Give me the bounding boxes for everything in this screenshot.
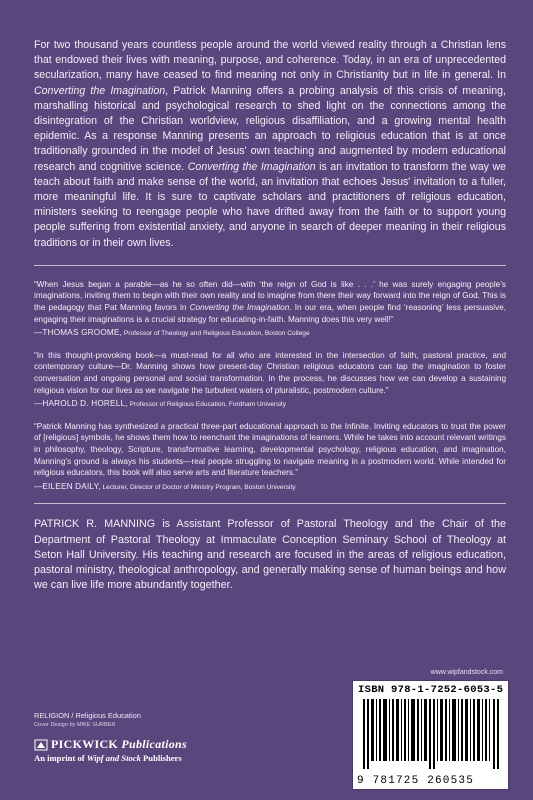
endorsement-quote: “When Jesus began a parable—as he so often did—with ‘the reign of God is like . . .’ he was surely engaging people’s imaginations, inviting them to begin with their own reality and to imagine from there their way forward into the reign of God. This is the pedagogy that Pat Manning favors in Converting the Imagination. In our era, when people find ‘reasoning’ less persuasive, engaging their imaginations is a crucial strategy for educating-in-faith. Manning does this very well!”	[34, 279, 506, 324]
publisher-suffix: Publications	[121, 737, 188, 751]
book-title-italic: Converting the Imagination	[189, 303, 290, 313]
endorser-role: Professor of Religious Education, Fordham University	[127, 401, 287, 409]
isbn-label: ISBN 978-1-7252-6053-5	[358, 684, 504, 696]
barcode	[352, 680, 509, 790]
back-cover-content	[34, 38, 506, 593]
imprint-line: An imprint of Wipf and Stock Publishers	[34, 753, 182, 763]
endorsement	[34, 350, 506, 411]
cover-design-credit: Cover Design by MIKE SURBER	[34, 722, 116, 728]
endorser-name: —THOMAS GROOME,	[34, 328, 123, 338]
book-title-italic: Converting the Imagination	[34, 84, 166, 97]
author-name: PATRICK R. MANNING	[34, 518, 156, 531]
endorser-role: Lecturer, Director of Doctor of Ministry Program, Boston University	[100, 483, 296, 491]
endorsement-quote: “Patrick Manning has synthesized a practical three-part educational approach to the Infinite. Inviting educators to trust the power of [religious] symbols, he shows them how to reenchant the imaginations of learners. While he takes into account relevant writings in philosophy, theology, Scripture, transformative learning, developmental psychology, religious education, and imagination, Manning’s ground is always his students—real people struggling to navigate meaning in a postmodern world. While intended for religious educators, this book will also serve arts and literature teachers.”	[34, 421, 506, 478]
subject-category: RELIGION / Religious Education	[34, 711, 141, 720]
endorsement	[34, 279, 506, 340]
barcode-digits: 9 781725 260535	[357, 775, 475, 787]
divider	[34, 265, 506, 266]
endorser-role: Professor of Theology and Religious Education, Boston College	[122, 330, 310, 338]
pickwick-logo-icon	[34, 738, 48, 752]
divider	[34, 503, 506, 504]
book-description	[34, 38, 506, 251]
imprint-name: Wipf and Stock	[86, 753, 141, 763]
description-text: , Patrick Manning offers a probing analysis of this crisis of meaning, marshalling historical and psychological research to shed light on the connections among the disintegration of the Christian worldview, religious disaffiliation, and a growing mental health epidemic. As a response Manning presents an approach to religious education that is at once traditionally grounded in the model of Jesus' own teaching and augmented by modern educational research and cognitive science.	[34, 84, 506, 173]
endorsement	[34, 421, 506, 494]
endorsement-attribution	[34, 481, 506, 494]
publisher-url: www.wipfandstock.com	[430, 669, 503, 676]
author-bio-text: is Assistant Professor of Pastoral Theology and the Chair of the Department of Pastoral Theology at Immaculate Conception Seminary School of Theology at Seton Hall University. His teaching and research are focused in the areas of religious education, pastoral ministry, theological anthropology, and generally making sense of human beings and how we can live life more abundantly together.	[34, 518, 506, 592]
description-text: For two thousand years countless people around the world viewed reality through a Christian lens that endowed their lives with meaning, purpose, and coherence. Today, in an era of unprecedented secularization, many have ceased to find meaning not only in Christianity but in life in general. In	[34, 39, 506, 82]
author-bio	[34, 517, 506, 593]
description-text: is an invitation to transform the way we teach about faith and make sense of the world, an invitation that echoes Jesus' invitation to a fuller, more meaningful life. It is sure to captivate scholars and practitioners of religious education, ministers seeking to reengage people who have drifted away from the faith or to support young people suffering from existential anxiety, and anyone in search of deeper meaning in their religious traditions or in their own lives.	[34, 160, 506, 249]
endorsement-attribution	[34, 398, 506, 411]
publisher-logo	[34, 737, 187, 752]
endorser-name: —HAROLD D. HORELL,	[34, 399, 128, 409]
endorser-name: —EILEEN DAILY,	[34, 481, 101, 491]
publisher-name: PICKWICK	[51, 737, 119, 751]
barcode-bars	[363, 699, 501, 769]
endorsement-quote: “In this thought-provoking book—a must-read for all who are interested in the intersection of faith, pastoral practice, and contemporary culture—Dr. Manning shows how present-day Christian religious educators can tap the imagination to foster conversation and ongoing personal and social transformation. In the process, he discusses how we can develop a sustaining religious vision for our lives as we navigate the turbulent waters of pluralistic, postmodern culture.”	[34, 350, 506, 395]
book-title-italic: Converting the Imagination	[187, 160, 316, 173]
endorsement-attribution	[34, 327, 506, 340]
